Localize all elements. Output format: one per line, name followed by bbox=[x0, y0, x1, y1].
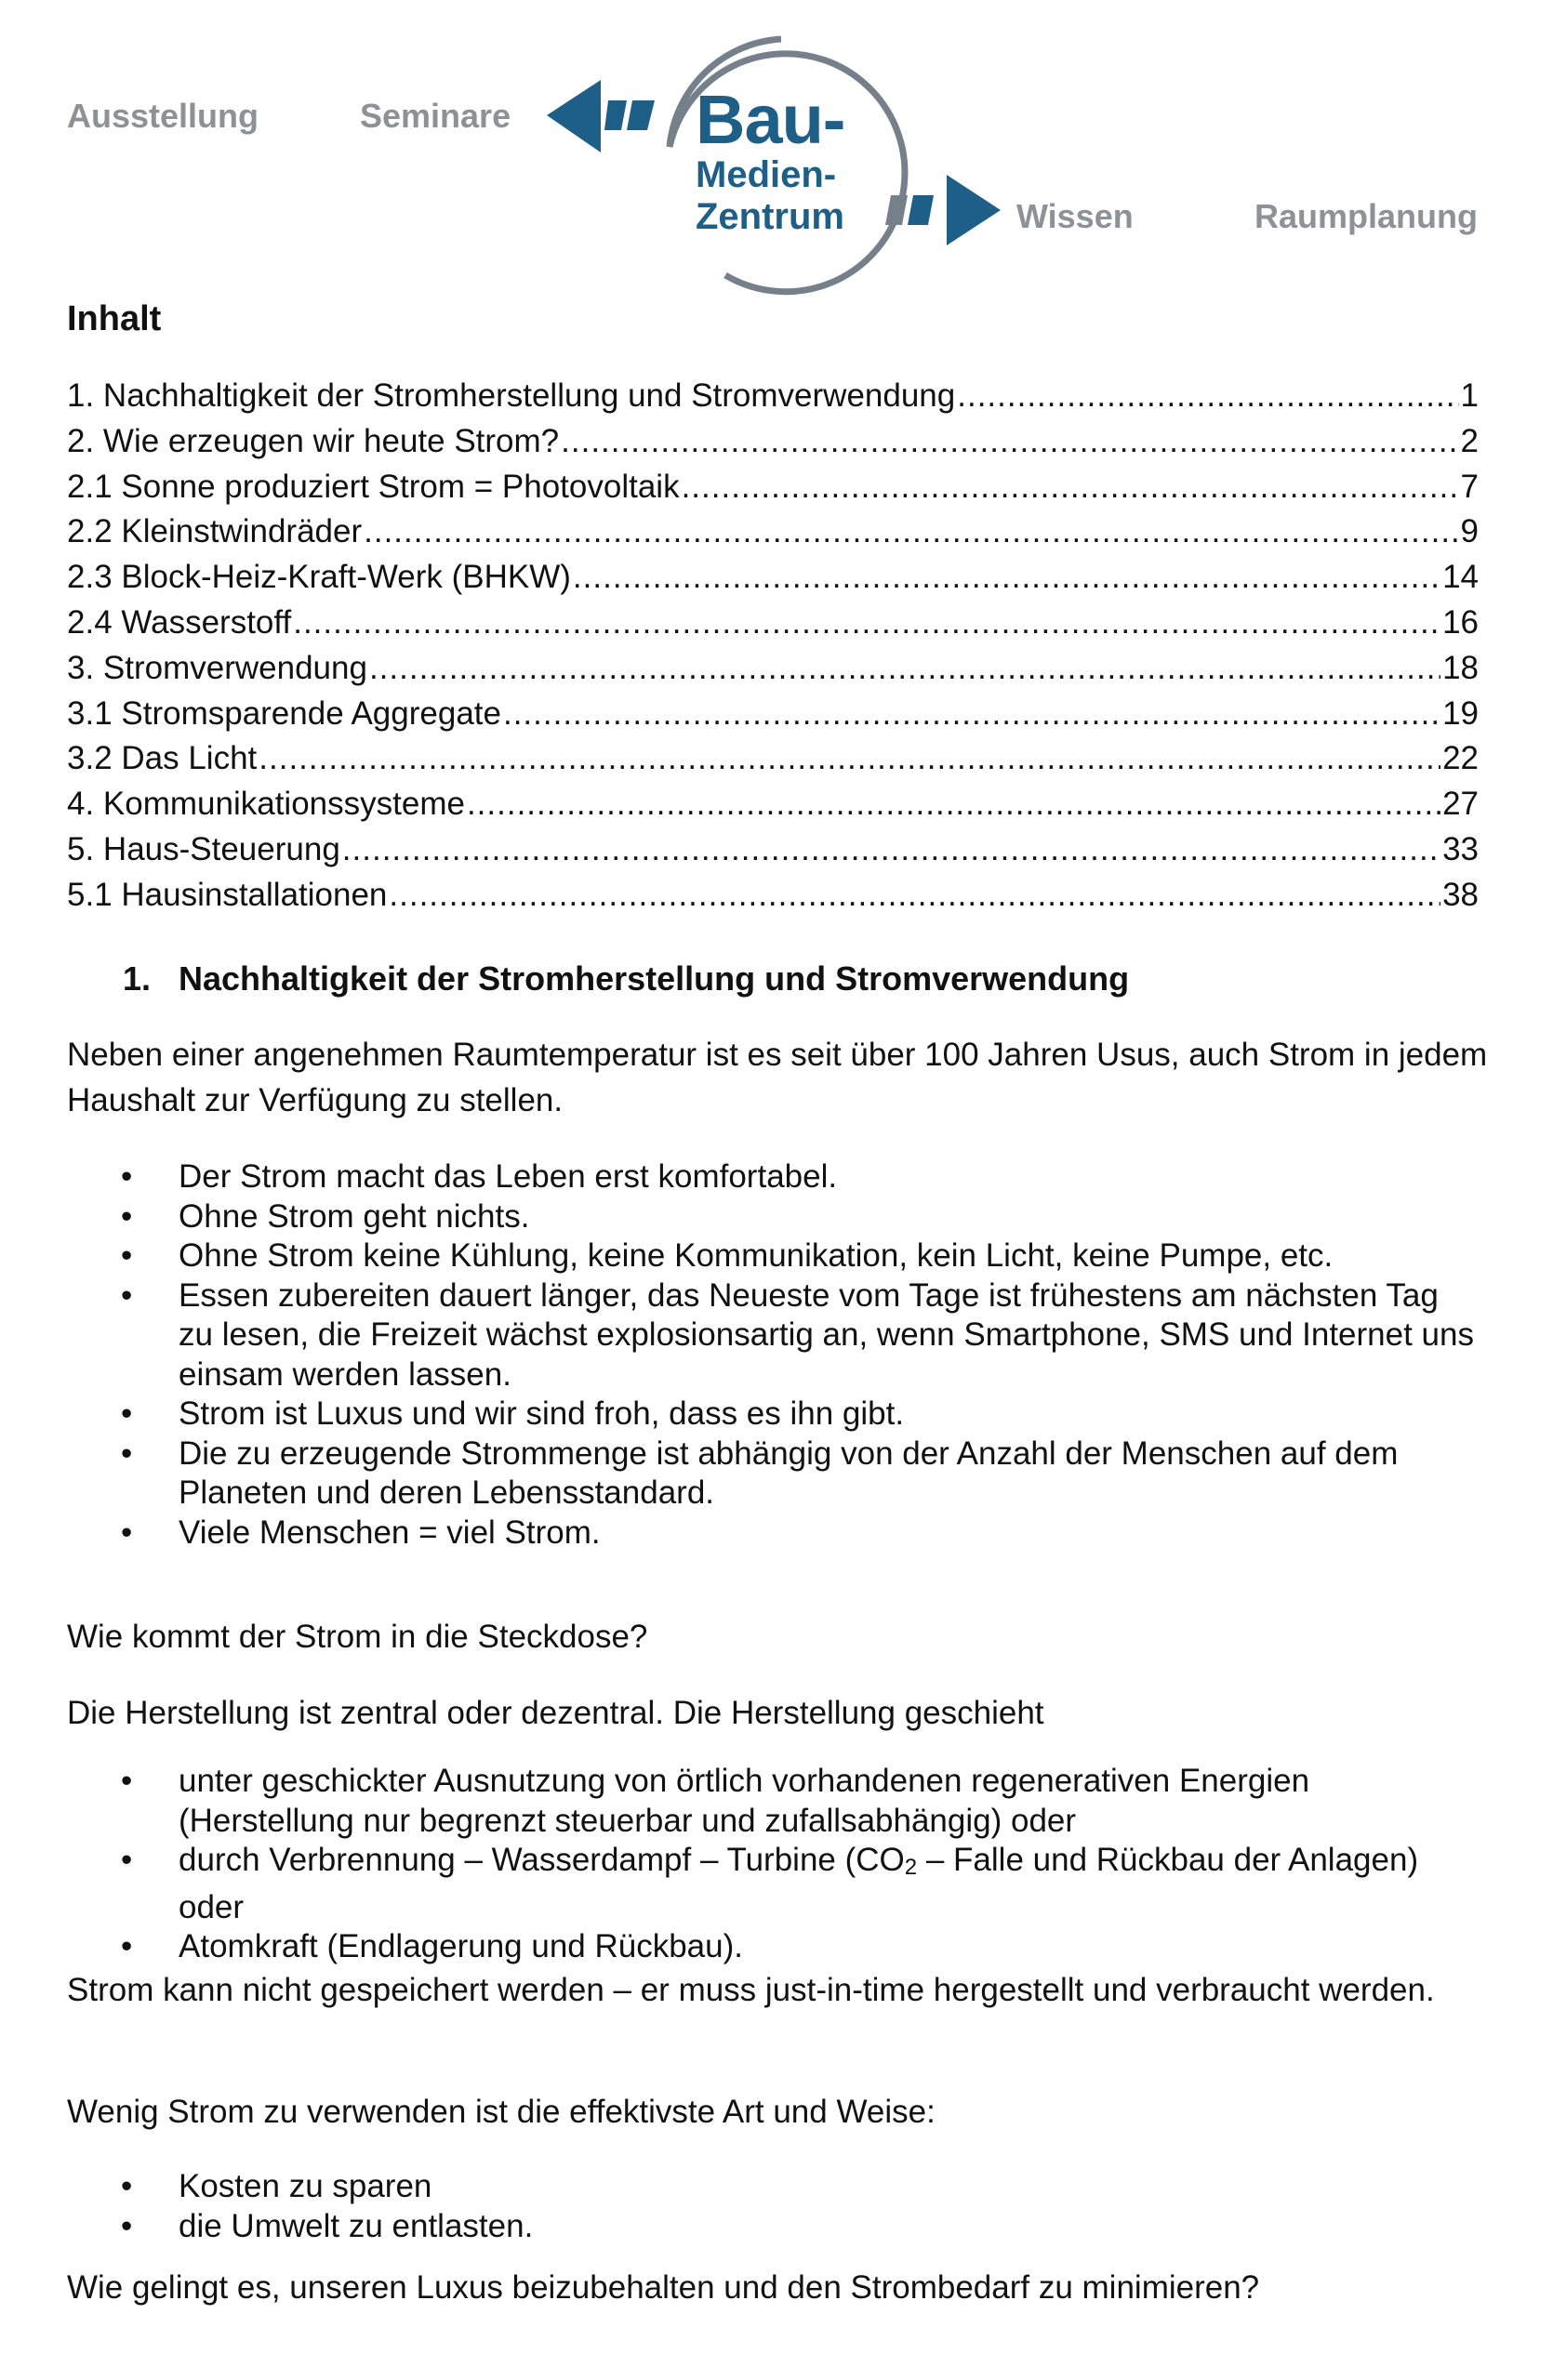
toc-entry[interactable] bbox=[67, 469, 1479, 514]
toc-entry-page: 16 bbox=[1442, 603, 1479, 641]
logo-zentrum: Zentrum bbox=[696, 196, 844, 237]
toc-entry-label: 3.1 Stromsparende Aggregate bbox=[67, 694, 501, 732]
toc-leader bbox=[342, 831, 1440, 868]
toc-entry-page: 33 bbox=[1442, 830, 1479, 867]
toc-entry-page: 7 bbox=[1460, 468, 1479, 505]
list-item bbox=[121, 1841, 1479, 1927]
toc-entry-page: 2 bbox=[1460, 422, 1479, 459]
list-item: • Strom ist Luxus und wir sind froh, dass es ihn gibt. bbox=[121, 1395, 1479, 1435]
toc-entry-page: 22 bbox=[1442, 740, 1479, 777]
toc-entry[interactable] bbox=[67, 740, 1479, 786]
intro-paragraph: Neben einer angenehmen Raumtemperatur ist es seit über 100 Jahren Usus, auch Strom in jedem Haushalt zur Verfügung zu stellen. bbox=[67, 1037, 1488, 1118]
toc-leader bbox=[389, 877, 1440, 914]
toc-leader bbox=[369, 650, 1440, 687]
nav-wissen[interactable]: Wissen bbox=[1016, 197, 1134, 235]
list-item: • Essen zubereiten dauert länger, das Neueste vom Tage ist frühestens am nächsten Tag zu lesen, die Freizeit wächst explosionsartig an, wenn Smartphone, SMS und Internet uns einsam werden lassen. bbox=[121, 1276, 1479, 1395]
list-item: • Die zu erzeugende Strommenge ist abhängig von der Anzahl der Menschen auf dem Planeten und deren Lebensstandard. bbox=[121, 1435, 1479, 1514]
table-of-contents bbox=[67, 377, 1479, 922]
toc-entry-label: 2. Wie erzeugen wir heute Strom? bbox=[67, 422, 560, 459]
toc-entry[interactable] bbox=[67, 377, 1479, 423]
storage-paragraph: Strom kann nicht gespeichert werden – er muss just-in-time hergestellt und verbraucht werden. bbox=[67, 1972, 1435, 2008]
toc-entry[interactable] bbox=[67, 650, 1479, 695]
toc-entry[interactable] bbox=[67, 786, 1479, 831]
toc-entry-label: 1. Nachhaltigkeit der Stromherstellung und Stromverwendung bbox=[67, 377, 956, 414]
list-item: • Ohne Strom keine Kühlung, keine Kommunikation, kein Licht, keine Pumpe, etc. bbox=[121, 1236, 1479, 1276]
toc-entry-page: 27 bbox=[1442, 786, 1479, 823]
page-header bbox=[0, 0, 1553, 307]
toc-entry[interactable] bbox=[67, 559, 1479, 604]
bullet-list-comfort bbox=[121, 1157, 1479, 1553]
toc-leader bbox=[293, 604, 1440, 641]
question-paragraph: Wie kommt der Strom in die Steckdose? bbox=[67, 1619, 648, 1655]
toc-entry-label: 5. Haus-Steuerung bbox=[67, 830, 340, 867]
list-item: • Kosten zu sparen bbox=[121, 2167, 1479, 2207]
logo-medien: Medien- bbox=[696, 154, 837, 195]
toc-leader bbox=[561, 423, 1458, 460]
nav-raumplanung[interactable]: Raumplanung bbox=[1254, 197, 1478, 235]
toc-title: Inhalt bbox=[67, 299, 162, 338]
list-item: • die Umwelt zu entlasten. bbox=[121, 2207, 1479, 2247]
section-title: Nachhaltigkeit der Stromherstellung und Stromverwendung bbox=[179, 959, 1130, 998]
toc-entry-page: 14 bbox=[1442, 559, 1479, 596]
list-item-text: – Falle und Rückbau der Anlagen) oder bbox=[179, 1842, 1419, 1925]
toc-entry[interactable] bbox=[67, 877, 1479, 922]
toc-entry-label: 2.3 Block-Heiz-Kraft-Werk (BHKW) bbox=[67, 559, 571, 596]
bullet-list-benefits bbox=[121, 2167, 1479, 2246]
toc-entry-label: 2.2 Kleinstwindräder bbox=[67, 513, 363, 550]
herstellung-paragraph: Die Herstellung ist zentral oder dezentral. Die Herstellung geschieht bbox=[67, 1695, 1044, 1731]
section-number: 1. bbox=[123, 959, 152, 998]
toc-leader bbox=[503, 695, 1440, 733]
toc-entry-page: 38 bbox=[1442, 876, 1479, 913]
toc-entry[interactable] bbox=[67, 513, 1479, 559]
section-heading bbox=[123, 959, 1129, 998]
closing-paragraph: Wie gelingt es, unseren Luxus beizubehalten und den Strombedarf zu minimieren? bbox=[67, 2269, 1260, 2306]
efficiency-paragraph: Wenig Strom zu verwenden ist die effektivste Art und Weise: bbox=[67, 2094, 936, 2130]
logo-bau: Bau- bbox=[696, 81, 845, 158]
list-item-text: durch Verbrennung – Wasserdampf – Turbine (CO bbox=[179, 1842, 905, 1878]
toc-leader bbox=[682, 469, 1459, 506]
list-item: • Der Strom macht das Leben erst komfortabel. bbox=[121, 1157, 1479, 1197]
toc-entry-label: 3.2 Das Licht bbox=[67, 740, 258, 777]
toc-leader bbox=[467, 786, 1440, 823]
toc-entry-label: 2.1 Sonne produziert Strom = Photovoltaik bbox=[67, 468, 680, 505]
list-item: • Viele Menschen = viel Strom. bbox=[121, 1514, 1479, 1554]
list-item: • Ohne Strom geht nichts. bbox=[121, 1197, 1479, 1237]
subscript-2: 2 bbox=[904, 1855, 918, 1880]
nav-ausstellung[interactable]: Ausstellung bbox=[67, 97, 259, 135]
toc-entry[interactable] bbox=[67, 604, 1479, 650]
bullet-list-production bbox=[121, 1762, 1479, 1967]
toc-leader bbox=[573, 559, 1440, 596]
toc-leader bbox=[957, 377, 1458, 415]
toc-entry-label: 4. Kommunikationssysteme bbox=[67, 786, 465, 823]
toc-entry-label: 5.1 Hausinstallationen bbox=[67, 876, 388, 913]
toc-entry-label: 3. Stromverwendung bbox=[67, 649, 367, 686]
toc-entry-page: 18 bbox=[1442, 649, 1479, 686]
toc-entry-label: 2.4 Wasserstoff bbox=[67, 603, 292, 641]
toc-entry[interactable] bbox=[67, 831, 1479, 877]
list-item: • unter geschickter Ausnutzung von örtlich vorhandenen regenerativen Energien (Herstellung nur begrenzt steuerbar und zufallsabhängig) oder bbox=[121, 1762, 1479, 1841]
list-item: • Atomkraft (Endlagerung und Rückbau). bbox=[121, 1927, 1479, 1967]
toc-leader bbox=[364, 513, 1458, 550]
toc-entry[interactable] bbox=[67, 423, 1479, 469]
toc-entry-page: 19 bbox=[1442, 694, 1479, 732]
toc-leader bbox=[259, 740, 1440, 777]
toc-entry[interactable] bbox=[67, 695, 1479, 741]
nav-seminare[interactable]: Seminare bbox=[360, 97, 511, 135]
toc-entry-page: 1 bbox=[1460, 377, 1479, 414]
toc-entry-page: 9 bbox=[1460, 513, 1479, 550]
